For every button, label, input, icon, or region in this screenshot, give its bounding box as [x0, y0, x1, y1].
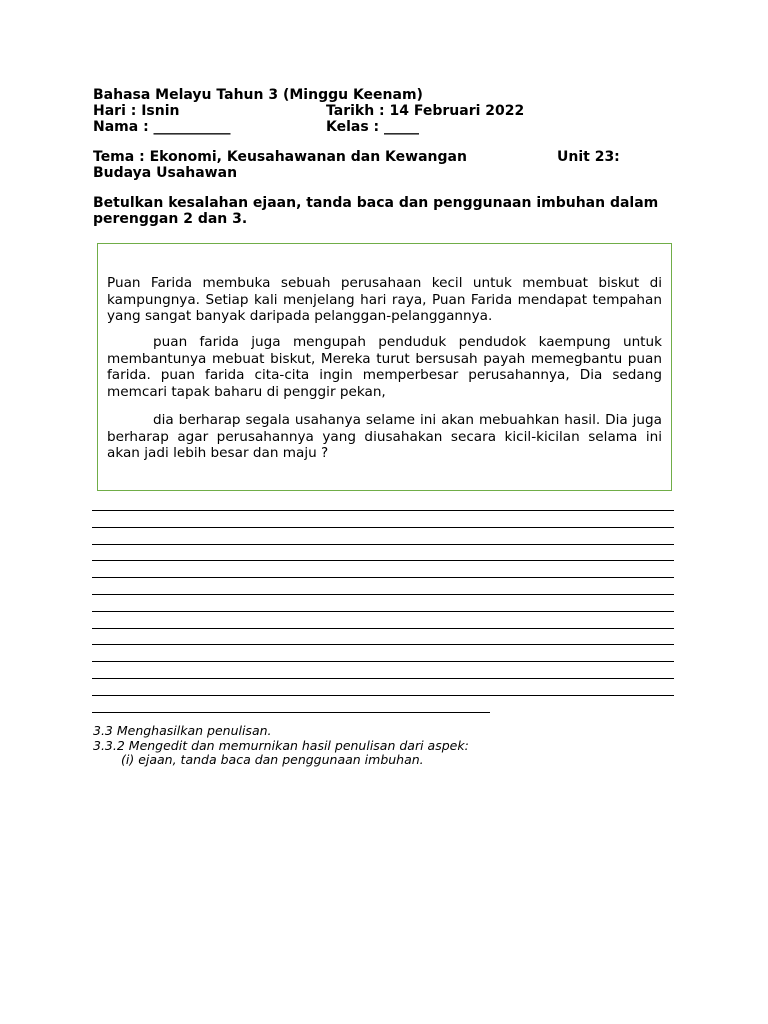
answer-line: [92, 577, 674, 578]
passage-paragraph-1: Puan Farida membuka sebuah perusahaan kecil untuk membuat biskut di kampungnya. Setiap kali menjelang hari raya, Puan Farida mendapat tempahan yang sangat banyak daripada pelanggan-pelanggannya.: [107, 275, 662, 324]
answer-line: [92, 712, 490, 713]
worksheet-title: Bahasa Melayu Tahun 3 (Minggu Keenam): [93, 87, 423, 103]
name-field: Nama : ___________: [93, 119, 231, 135]
answer-line: [92, 628, 674, 629]
answer-line: [92, 527, 674, 528]
answer-line: [92, 644, 674, 645]
learning-standard-sub: 3.3.2 Mengedit dan memurnikan hasil penulisan dari aspek:: [93, 738, 469, 753]
class-field: Kelas : _____: [326, 119, 420, 135]
unit-label: Unit 23:: [557, 149, 620, 165]
theme-label: Tema : Ekonomi, Keusahawanan dan Kewangan: [93, 149, 467, 165]
answer-line: [92, 594, 674, 595]
answer-line: [92, 661, 674, 662]
learning-standard-item: (i) ejaan, tanda baca dan penggunaan imbuhan.: [121, 752, 424, 767]
answer-line: [92, 678, 674, 679]
passage-paragraph-2: puan farida juga mengupah penduduk pendudok kaempung untuk membantunya mebuat biskut, Mereka turut bersusah payah memegbantu puan farida. puan farida cita-cita ingin memperbesar perusahannya, Dia sedang memcari tapak baharu di penggir pekan,: [107, 334, 662, 400]
day-label: Hari : Isnin: [93, 103, 180, 119]
answer-line: [92, 510, 674, 511]
passage-paragraph-3: dia berharap segala usahanya selame ini akan mebuahkan hasil. Dia juga berharap agar perusahannya yang diusahakan secara kicil-kicilan selama ini akan jadi lebih besar dan maju ?: [107, 412, 662, 461]
theme-subtitle: Budaya Usahawan: [93, 165, 238, 181]
instruction-text: Betulkan kesalahan ejaan, tanda baca dan penggunaan imbuhan dalam perenggan 2 dan 3.: [93, 195, 659, 227]
answer-line: [92, 544, 674, 545]
answer-line: [92, 695, 674, 696]
answer-line: [92, 611, 674, 612]
answer-line: [92, 560, 674, 561]
date-label: Tarikh : 14 Februari 2022: [326, 103, 525, 119]
learning-standard: 3.3 Menghasilkan penulisan.: [93, 723, 272, 738]
